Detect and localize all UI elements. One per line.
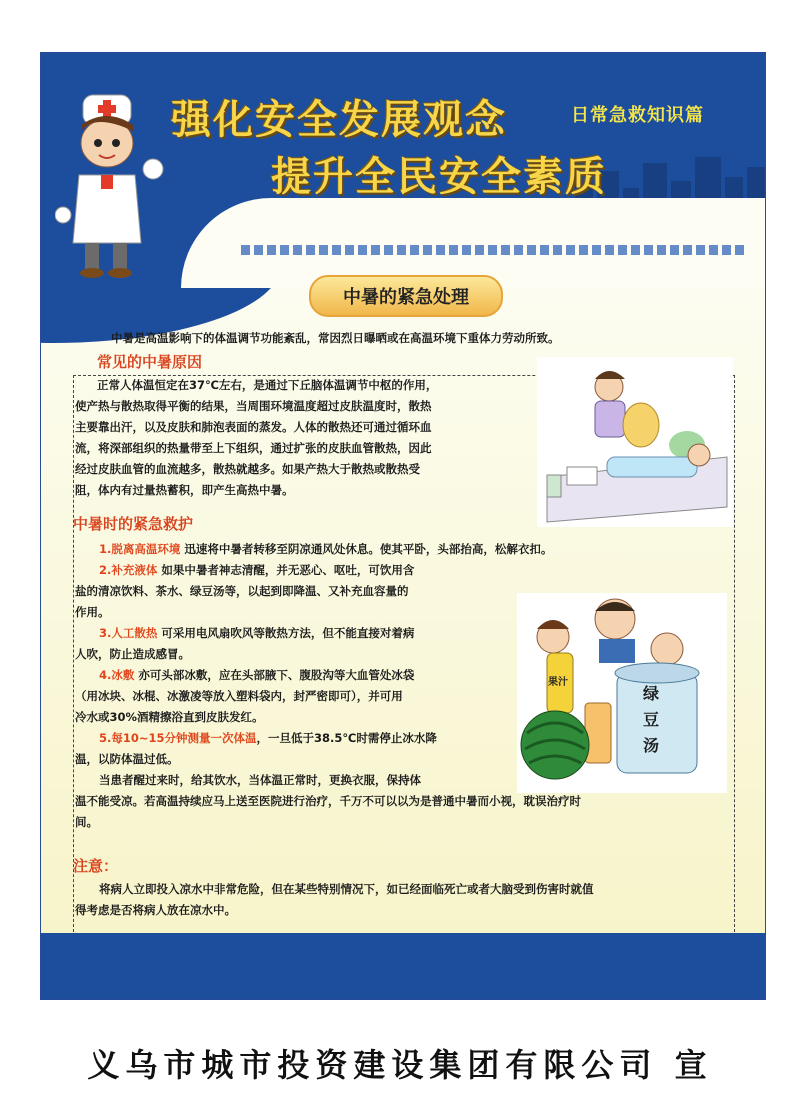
juice-label: 果汁: [548, 677, 568, 688]
causes-text: [75, 375, 535, 501]
doctor-cartoon-icon: [55, 91, 165, 281]
notice-heading: 注意：: [73, 857, 119, 875]
rescue-item: 盐的清凉饮料、茶水、绿豆汤等，以起到即降温、又补充血容量的: [75, 584, 409, 598]
drinks-family-illustration: [517, 593, 727, 793]
subtitle: 日常急救知识篇: [571, 105, 704, 126]
main-title-line2: 提升全民安全素质: [271, 154, 607, 200]
pot-label-2: 豆: [643, 710, 660, 729]
rescue-heading: 中暑时的紧急救护: [73, 515, 194, 533]
rescue-item: 作用。: [75, 605, 110, 619]
rescue-item: 冷水或30%酒精擦浴直到皮肤发红。: [75, 710, 264, 724]
publisher-credit: 义乌市城市投资建设集团有限公司 宣: [87, 1046, 713, 1084]
intro-text: 中暑是高温影响下的体温调节功能紊乱，常因烈日曝晒或在高温环境下重体力劳动所致。: [111, 331, 560, 345]
after-line: 间。: [75, 815, 98, 829]
causes-line: 经过皮肤血管的血流越多，散热就越多。如果产热大于散热或散热受: [75, 462, 420, 476]
rescue-item: 5.每10~15分钟测量一次体温，一旦低于38.5℃时需停止冰水降: [99, 731, 437, 745]
after-line: 温不能受凉。若高温持续应马上送至医院进行治疗，千万不可以以为是普通中暑而小视，耽误治疗时: [75, 794, 581, 808]
rescue-item: （用冰块、冰棍、冰激凌等放入塑料袋内，封严密即可），并可用: [75, 689, 403, 703]
poster: [40, 52, 766, 1000]
section-title: 中暑的紧急处理: [309, 275, 503, 317]
causes-line: 流，将深部组织的热量带至上下组织，通过扩张的皮肤血管散热，因此: [75, 441, 432, 455]
rescue-item: 3.人工散热 可采用电风扇吹风等散热方法，但不能直接对着病: [99, 626, 415, 640]
rescue-item: 人吹，防止造成感冒。: [75, 647, 190, 661]
after-line: 当患者醒过来时，给其饮水，当体温正常时，更换衣服，保持体: [99, 773, 421, 787]
pot-label-1: 绿: [643, 684, 660, 703]
rescue-item: 2.补充液体 如果中暑者神志清醒，并无恶心、呕吐，可饮用含: [99, 563, 415, 577]
pot-label-3: 汤: [643, 736, 660, 755]
causes-line: 使产热与散热取得平衡的结果，当周围环境温度超过皮肤温度时，散热: [75, 399, 432, 413]
rescue-item: 4.冰敷 亦可头部冰敷，应在头部腋下、腹股沟等大血管处冰袋: [99, 668, 415, 682]
main-title-line1: 强化安全发展观念: [171, 97, 507, 143]
rescue-item: 1.脱离高温环境 迅速将中暑者转移至阴凉通风处休息。使其平卧，头部抬高，松解衣扣。: [99, 542, 553, 556]
decorative-dash-row: [241, 245, 761, 255]
notice-line: 得考虑是否将病人放在凉水中。: [75, 903, 236, 917]
causes-heading: 常见的中暑原因: [97, 353, 203, 371]
footer-band: [41, 933, 765, 999]
rescue-item: 温，以防体温过低。: [75, 752, 179, 766]
notice-text: [75, 879, 735, 921]
causes-line: 主要靠出汗，以及皮肤和肺泡表面的蒸发。人体的散热还可通过循环血: [75, 420, 432, 434]
heatstroke-care-illustration: [537, 357, 733, 527]
causes-line: 正常人体温恒定在37℃左右，是通过下丘脑体温调节中枢的作用，: [97, 378, 438, 392]
causes-line: 阻，体内有过量热蓄积，即产生高热中暑。: [75, 483, 294, 497]
notice-line: 将病人立即投入凉水中非常危险，但在某些特别情况下，如已经面临死亡或者大脑受到伤害时就值: [99, 882, 594, 896]
